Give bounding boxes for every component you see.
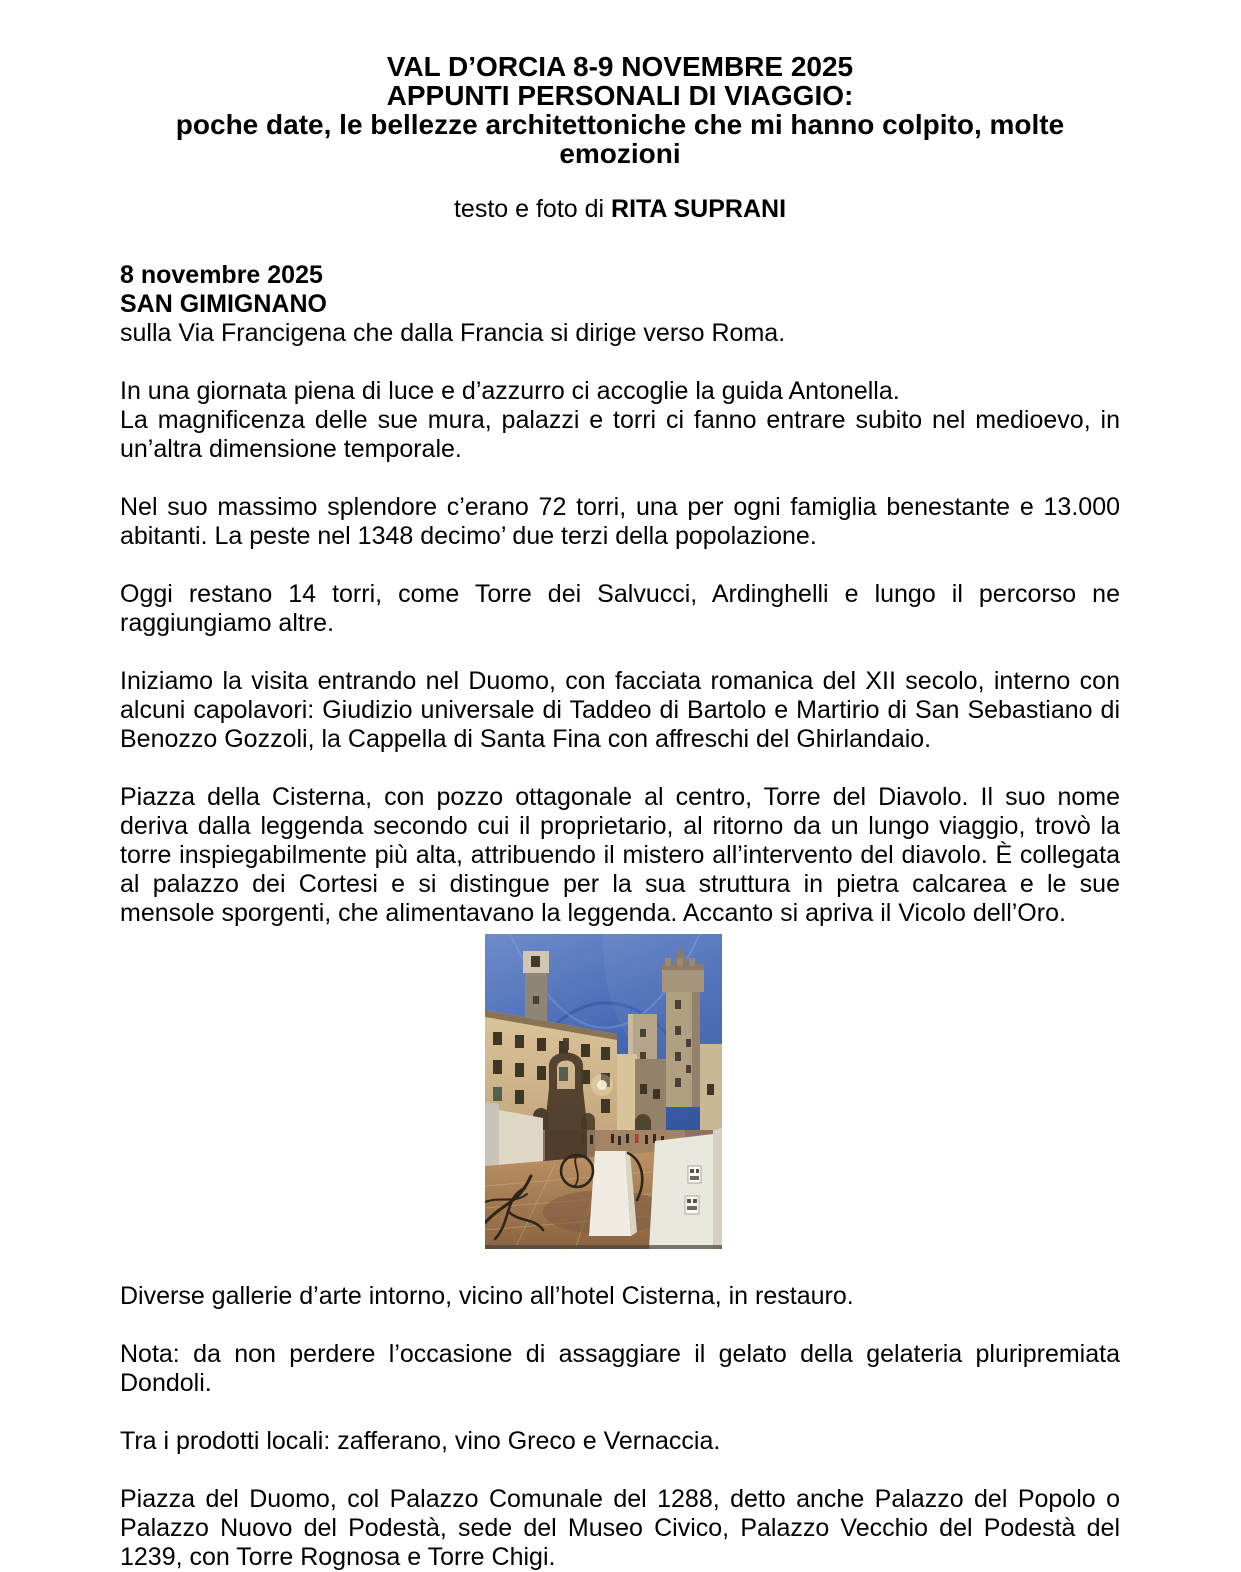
photo-right-pedestal xyxy=(649,1128,722,1249)
photo-lamp-glow xyxy=(591,1074,613,1096)
photo-frame-shadow xyxy=(485,1245,722,1249)
paragraphs-after-photo xyxy=(120,1282,1120,1572)
title-line-2: APPUNTI PERSONALI DI VIAGGIO: xyxy=(386,80,854,111)
photo-qr-label xyxy=(685,1196,699,1214)
paragraph: 8 novembre 2025 xyxy=(120,261,323,289)
byline-author: RITA SUPRANI xyxy=(611,195,787,223)
paragraph: La magnificenza delle sue mura, palazzi e torri ci fanno entrare subito nel medioevo, in un’altra dimensione temporale. xyxy=(120,406,1120,463)
paragraph: Piazza del Duomo, col Palazzo Comunale del 1288, detto anche Palazzo del Popolo o Palazzo Nuovo del Podestà, sede del Museo Civico, Palazzo Vecchio del Podestà del 1239, con Torre Rognosa e Torre Chigi. xyxy=(120,1485,1120,1571)
paragraph: SAN GIMIGNANO xyxy=(120,290,327,318)
paragraph: Oggi restano 14 torri, come Torre dei Salvucci, Ardinghelli e lungo il percorso ne raggiungiamo altre. xyxy=(120,580,1120,637)
paragraph: Piazza della Cisterna, con pozzo ottagonale al centro, Torre del Diavolo. Il suo nome deriva dalla leggenda secondo cui il proprietario, al ritorno da un lungo viaggio, trovò la torre inspiegabilmente più alta, attribuendo il mistero all’intervento del diavolo. È collegata al palazzo dei Cortesi e si distingue per la sua struttura in pietra calcarea e le sue mensole sporgenti, che alimentavano la leggenda. Accanto si apriva il Vicolo dell’Oro. xyxy=(120,783,1120,927)
paragraph: In una giornata piena di luce e d’azzurro ci accoglie la guida Antonella. xyxy=(120,377,900,405)
paragraph: Nel suo massimo splendore c’erano 72 torri, una per ogni famiglia benestante e 13.000 abitanti. La peste nel 1348 decimo’ due terzi della popolazione. xyxy=(120,493,1120,550)
document-header xyxy=(120,52,1120,224)
photo-right-tower xyxy=(662,946,704,1107)
photo-person-red xyxy=(635,1134,639,1143)
byline xyxy=(120,195,1120,224)
paragraph: Iniziamo la visita entrando nel Duomo, con facciata romanica del XII secolo, interno con alcuni capolavori: Giudizio universale di Taddeo di Bartolo e Martirio di San Sebastiano di Benozzo Gozzoli, la Cappella di Santa Fina con affreschi del Ghirlandaio. xyxy=(120,667,1120,753)
paragraph: sulla Via Francigena che dalla Francia si dirige verso Roma. xyxy=(120,319,786,347)
photo-qr-label xyxy=(688,1166,701,1183)
title-line-1: VAL D’ORCIA 8-9 NOVEMBRE 2025 xyxy=(386,51,854,82)
paragraph: Tra i prodotti locali: zafferano, vino Greco e Vernaccia. xyxy=(120,1427,721,1455)
photo-illustration xyxy=(485,934,722,1249)
photo-san-gimignano xyxy=(485,934,722,1249)
byline-prefix: testo e foto di xyxy=(453,195,612,223)
photo-center-pedestal xyxy=(589,1151,637,1236)
paragraph: Diverse gallerie d’arte intorno, vicino all’hotel Cisterna, in restauro. xyxy=(120,1282,854,1310)
paragraph: Nota: da non perdere l’occasione di assaggiare il gelato della gelateria pluripremiata Dondoli. xyxy=(120,1340,1120,1397)
paragraphs-before-photo xyxy=(120,261,1120,928)
title-line-3: poche date, le bellezze architettoniche che mi hanno colpito, molte emozioni xyxy=(175,109,1065,169)
document-body xyxy=(120,261,1120,1572)
